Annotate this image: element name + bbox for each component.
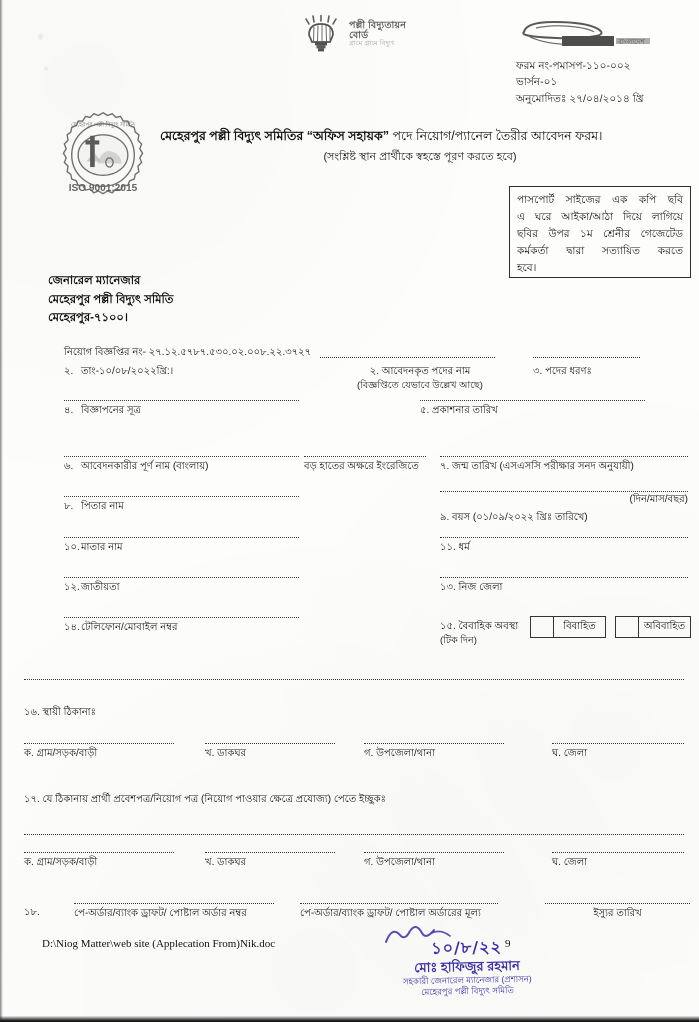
field-post-type <box>533 365 592 379</box>
blank-line-home-district[interactable] <box>440 576 688 578</box>
blank-line-correspondence-village[interactable] <box>24 851 174 853</box>
svg-text:বাংলাদেশ: বাংলাদেশ <box>618 39 645 46</box>
permanent-address-upazila-label: গ. উপজেলা/থানা <box>364 748 436 759</box>
blank-line-correspondence-postoffice[interactable] <box>205 851 335 853</box>
field-circular-date-number: ২. <box>64 366 74 377</box>
scan-smudge <box>44 66 48 71</box>
permanent-address-district-label: ঘ. জেলা <box>552 748 588 759</box>
correspondence-address-upazila-label: গ. উপজেলা/থানা <box>364 857 436 868</box>
stamp-handwritten-date: ১০/৮/২২ <box>431 937 503 958</box>
blank-line-advertisement-source[interactable] <box>64 399 299 401</box>
lightbulb-icon <box>300 15 344 53</box>
field-applied-post-name <box>330 365 510 394</box>
addressee-location: মেহেরপুর-৭১০০। <box>48 312 129 325</box>
field-marital-status-note: (টিক দিন) <box>440 634 477 646</box>
page-title-part3: পদে নিয়োগ/প্যানেল তৈরীর আবেদন ফরম। <box>389 129 603 143</box>
field-payorder-value-label: পে-অর্ডার/ব্যাংক ড্রাফট/ পোষ্টাল অর্ডারের মূল্য <box>300 908 481 919</box>
blank-line-permanent-district[interactable] <box>552 742 684 744</box>
blank-line-correspondence-upazila[interactable] <box>364 851 504 853</box>
blank-line-father-name[interactable] <box>64 495 299 497</box>
field-religion <box>440 536 688 555</box>
photo-instruction-box <box>509 186 691 278</box>
photo-instruction-line-2: এ ঘরে আইকা/আঠা দিয়ে লাগিয়ে <box>517 211 683 223</box>
officer-signature-stamp <box>351 936 582 999</box>
correspondence-address-district <box>552 851 684 870</box>
addressee-designation: জেনারেল ম্যানেজার <box>48 275 141 287</box>
field-payorder-value <box>300 902 498 921</box>
field-permanent-address-label: ১৬. স্থায়ী ঠিকানাঃ <box>24 707 96 718</box>
field-mother-name-number: ১০. <box>64 542 80 553</box>
field-applicant-name-bangla-label: আবেদনকারীর পূর্ণ নাম (বাংলায়) <box>81 461 209 472</box>
unmarried-label: অবিবাহিত <box>643 620 686 632</box>
seal-iso-text: ISO 9001:2015 <box>68 182 138 194</box>
blank-line-permanent-postoffice[interactable] <box>205 742 335 744</box>
blank-line-payorder-value[interactable] <box>300 902 498 904</box>
field-age-label: ৯. বয়স (০১/০৯/২০২২ খ্রিঃ তারিখে) <box>440 511 588 523</box>
field-payorder-number-prefix <box>24 906 40 920</box>
footer-page-number: 9 <box>505 938 511 950</box>
stamp-officer-name: মোঃ হাফিজুর রহমান <box>413 957 521 976</box>
blank-line-issue-date[interactable] <box>545 902 690 904</box>
photo-instruction-line-5: হবে। <box>517 262 537 274</box>
bulb-logo-text-line1: পল্লী বিদ্যুতায়ন <box>349 19 407 31</box>
field-publication-date <box>420 399 645 418</box>
correspondence-address-upazila <box>364 851 504 870</box>
form-approved-date: অনুমোদিতঃ ২৭/০৪/২০১৪ খ্রি <box>516 92 644 105</box>
field-applied-post-name-label: ২. আবেদনকৃত পদের নাম <box>369 366 471 377</box>
page-title-post: “অফিস সহায়ক” <box>306 129 390 143</box>
field-applied-post-name-note: (বিজ্ঞপ্তিতে যেভাবে উল্লেখ আছে) <box>357 379 483 391</box>
blank-line-applicant-name-english[interactable] <box>304 455 426 457</box>
blank-line-age[interactable] <box>440 490 688 492</box>
blank-line-permanent-address-full[interactable] <box>24 678 684 680</box>
page-title-part1: মেহেরপুর পল্লী বিদ্যুৎ সমিতির <box>160 129 307 143</box>
field-circular-date <box>64 365 173 379</box>
form-meta-block <box>516 58 696 107</box>
field-permanent-address <box>24 706 96 720</box>
form-number: ফরম নং-পমাসপ-১১০-০০২ <box>516 60 631 72</box>
field-payorder-number-label: পে-অর্ডার/ব্যাংক ড্রাফট/ পোষ্টাল অর্ডার নম্বর <box>74 908 247 919</box>
permanent-address-postoffice-label: খ. ডাকঘর <box>205 748 247 759</box>
field-advertisement-source-label: বিজ্ঞাপনের সূত্র <box>81 405 141 416</box>
field-age <box>440 490 688 524</box>
blank-line-payorder-number[interactable] <box>74 902 274 904</box>
photo-instruction-line-1: পাসপোর্ট সাইজের এক কপি ছবি <box>517 194 683 206</box>
field-payorder-number <box>74 902 274 921</box>
marital-status-married-option[interactable] <box>530 616 606 638</box>
bulb-logo <box>300 14 446 54</box>
blank-line-nationality[interactable] <box>64 576 299 578</box>
field-applicant-name-english <box>304 455 426 474</box>
correspondence-address-village-label: ক. গ্রাম/সড়ক/বাড়ী <box>24 857 98 868</box>
field-nationality-number: ১২. <box>64 582 80 593</box>
married-checkbox[interactable] <box>531 617 554 637</box>
field-marital-status <box>440 620 535 649</box>
scan-edge-left <box>0 0 3 1022</box>
field-correspondence-address-label: ১৭. যে ঠিকানায় প্রার্থী প্রবেশপত্র/নিয়োগ পত্র (নিয়োগ পাওয়ার ক্ষেত্রে প্রযোজ্য) পেতে ইচ্ছুকঃ <box>24 794 386 805</box>
permanent-address-village-label: ক. গ্রাম/সড়ক/বাড়ী <box>24 748 98 759</box>
correspondence-address-district-label: ঘ. জেলা <box>552 857 588 868</box>
field-applicant-name-bangla-number: ৬. <box>64 461 74 472</box>
field-advertisement-source <box>64 399 299 418</box>
correspondence-address-village <box>24 851 174 870</box>
stamp-officer-role: সহকারী জেনারেল ম্যানেজার (প্রশাসন) <box>402 973 532 987</box>
bulb-logo-text <box>349 21 406 48</box>
field-date-of-birth <box>440 455 688 474</box>
field-mother-name <box>64 536 299 555</box>
addressee-organization: মেহেরপুর পল্লী বিদ্যুৎ সমিতি <box>48 293 174 306</box>
blank-line-correspondence-address-full[interactable] <box>24 833 684 835</box>
marital-status-unmarried-option[interactable] <box>615 616 691 638</box>
form-version: ভার্সন-০১ <box>516 76 558 89</box>
field-father-name-label: পিতার নাম <box>81 501 124 512</box>
field-religion-label: ১১. ধর্ম <box>440 542 470 553</box>
blank-line-date-of-birth[interactable] <box>440 455 688 457</box>
field-telephone <box>64 616 299 635</box>
blank-line-telephone[interactable] <box>64 616 299 618</box>
field-father-name <box>64 495 299 514</box>
field-applicant-name-english-label: বড় হাতের অক্ষরে ইংরেজিতে <box>304 461 419 472</box>
field-circular-number <box>64 346 312 360</box>
page-title <box>160 127 680 146</box>
field-circular-number-label: নিয়োগ বিজ্ঞপ্তির নং- ২৭.১২.৫৭৮৭.৫৩০.০২.০০৮.২২.৩৭২৭ <box>64 347 312 358</box>
field-circular-date-label: তাং-১০/০৮/২০২২খ্রি:। <box>81 366 174 377</box>
addressee-block <box>48 272 173 328</box>
permanent-address-upazila <box>364 742 504 761</box>
blank-line-correspondence-district[interactable] <box>552 851 684 853</box>
bulb-logo-subtext: গ্রামে গ্রামে বিদ্যুৎ <box>349 39 395 47</box>
field-publication-date-label: ৫. প্রকাশনার তারিখ <box>420 405 498 416</box>
photo-instruction-line-4: কর্মকর্তা দ্বারা সত্যায়িত করতে <box>517 245 683 257</box>
permanent-address-district <box>552 742 684 761</box>
iso-certification-seal <box>57 110 149 202</box>
permanent-address-village <box>24 742 174 761</box>
field-issue-date <box>545 902 690 921</box>
scan-edge-bottom <box>0 1016 699 1022</box>
field-post-type-label: ৩. পদের ধরণঃ <box>533 366 592 377</box>
unmarried-checkbox[interactable] <box>616 617 639 637</box>
field-mother-name-label: মাতার নাম <box>81 542 123 553</box>
stamp-officer-organization: মেহেরপুর পল্লী বিদ্যুৎ সমিতি <box>421 984 514 997</box>
blank-line-circular[interactable] <box>320 356 495 358</box>
field-home-district-label: ১৩. নিজ জেলা <box>440 582 503 593</box>
field-issue-date-label: ইস্যুর তারিখ <box>593 908 642 919</box>
married-label: বিবাহিত <box>563 620 596 632</box>
scan-smudge <box>38 33 43 40</box>
field-dob-format-note: (দিন/মাস/বছর) <box>629 494 688 505</box>
blank-line-permanent-village[interactable] <box>24 742 174 744</box>
permanent-address-postoffice <box>205 742 335 761</box>
field-telephone-number: ১৪. <box>64 622 80 633</box>
footer-file-path: D:\Niog Matter\web site (Applecation From)Nik.doc <box>42 938 276 950</box>
field-correspondence-address <box>24 793 624 807</box>
field-payorder-number: ১৮. <box>24 907 40 918</box>
field-home-district <box>440 576 688 595</box>
blank-line-post-type[interactable] <box>533 356 640 358</box>
blank-line-religion[interactable] <box>440 536 688 538</box>
field-telephone-label: টেলিফোন/মোবাইল নম্বর <box>81 622 178 633</box>
seal-outer-text: মেহেরপুর পল্লী বিদ্যুৎ সমিতি <box>70 122 136 129</box>
field-applicant-name-bangla <box>64 455 299 474</box>
field-nationality-label: জাতীয়তা <box>81 582 120 593</box>
blank-line-mother-name[interactable] <box>64 536 299 538</box>
bulb-logo-text-line2: বোর্ড <box>349 29 369 41</box>
rural-board-logo <box>520 18 670 52</box>
field-nationality <box>64 576 299 595</box>
field-father-name-number: ৮. <box>64 501 74 512</box>
correspondence-address-postoffice-label: খ. ডাকঘর <box>205 857 247 868</box>
photo-instruction-line-3: ছবির উপর ১ম শ্রেনীর গেজেটেড <box>517 228 683 240</box>
field-marital-status-label: ১৫. বৈবাহিক অবস্থা <box>440 621 519 632</box>
correspondence-address-postoffice <box>205 851 335 870</box>
blank-line-permanent-upazila[interactable] <box>364 742 504 744</box>
blank-line-applicant-name-bangla[interactable] <box>64 455 299 457</box>
field-advertisement-source-number: ৪. <box>64 405 74 416</box>
blank-line-publication-date[interactable] <box>420 399 645 401</box>
field-date-of-birth-label: ৭. জন্ম তারিখ (এসএসসি পরীক্ষার সনদ অনুযায়ী) <box>440 461 634 472</box>
page-subtitle: (সংশ্লিষ্ট স্থান প্রার্থীকে স্বহস্তে পূরণ করতে হবে) <box>323 151 517 163</box>
